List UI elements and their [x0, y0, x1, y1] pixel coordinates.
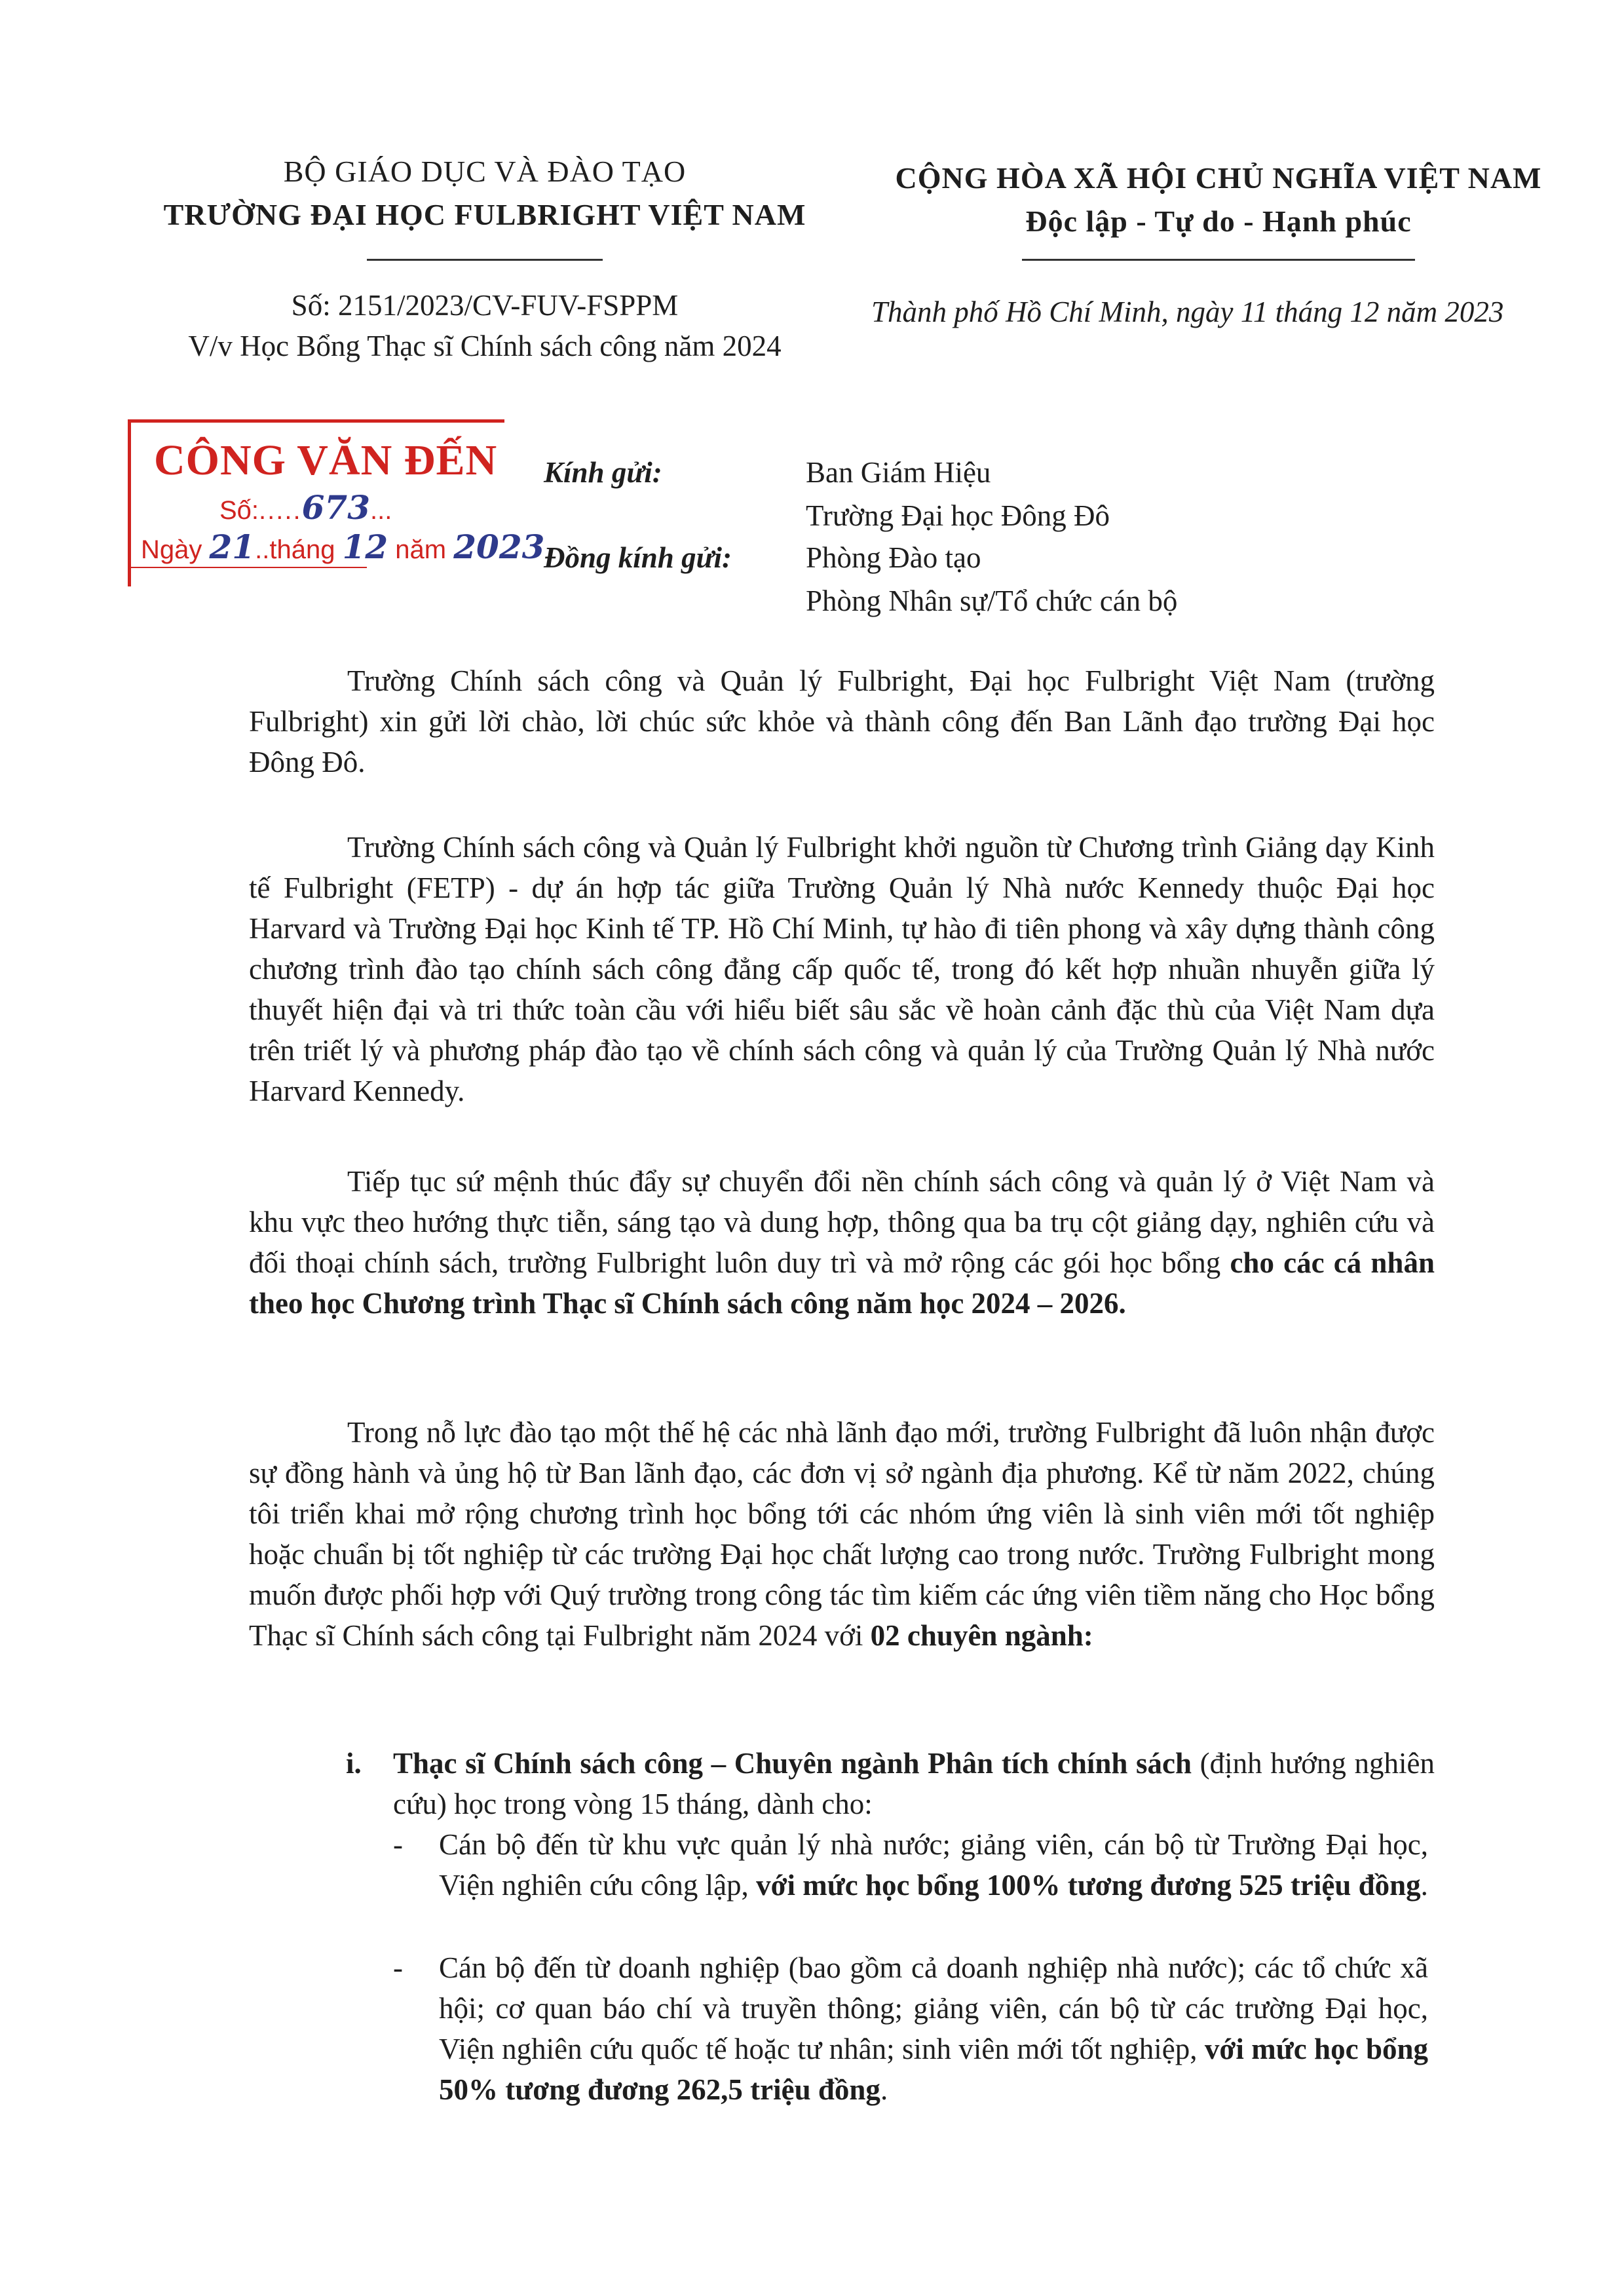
sub-item-1-end: .: [1420, 1869, 1428, 1902]
paragraph-cooperation-bold: 02 chuyên ngành:: [870, 1619, 1093, 1652]
document-subject: V/v Học Bổng Thạc sĩ Chính sách công năm 2024: [188, 330, 782, 362]
paragraph-mission-text: Tiếp tục sứ mệnh thúc đẩy sự chuyển đổi nền chính sách công và quản lý ở Việt Nam và khu vực theo hướng thực tiễn, sáng tạo và dung hợp, thông qua ba trụ cột giảng dạy, nghiên cứu và đối thoại chính sách, trường Fulbright luôn duy trì và mở rộng các gói học bổng: [249, 1165, 1435, 1279]
stamp-thang-value: 12: [342, 527, 388, 566]
paragraph-greeting: [249, 660, 1435, 782]
dong-kinh-gui-label: Đồng kính gửi:: [544, 541, 732, 574]
list-item-1: [393, 1743, 1435, 1824]
header-left-rule: [367, 259, 603, 261]
stamp-nam-value: 2023: [453, 527, 545, 566]
stamp-so-label: Số:: [219, 496, 259, 525]
list-item-1-text: (định hướng nghiên cứu) học trong vòng 15 tháng, dành cho:: [393, 1747, 1435, 1820]
sub-item-2-bold: với mức học bổng 50% tương đương 262,5 triệu đồng: [439, 2033, 1428, 2106]
ministry-name: BỘ GIÁO DỤC VÀ ĐÀO TẠO: [283, 155, 687, 188]
sub-item-2-end: .: [880, 2073, 888, 2106]
paragraph-cooperation-text: Trong nỗ lực đào tạo một thế hệ các nhà lãnh đạo mới, trường Fulbright đã luôn nhận được sự đồng hành và ủng hộ từ Ban lãnh đạo, các đơn vị sở ngành địa phương. Kể từ năm 2022, chúng tôi triển khai mở rộng chương trình học bổng tới các nhóm ứng viên là sinh viên mới tốt nghiệp hoặc chuẩn bị tốt nghiệp từ các trường Đại học chất lượng cao trong nước. Trường Fulbright mong muốn được phối hợp với Quý trường trong công tác tìm kiếm các ứng viên tiềm năng cho Học bổng Thạc sĩ Chính sách công tại Fulbright năm 2024 với: [249, 1416, 1435, 1652]
kinh-gui-label: Kính gửi:: [544, 456, 662, 489]
sub-item-1-text: Cán bộ đến từ khu vực quản lý nhà nước; giảng viên, cán bộ từ Trường Đại học, Viện nghiên cứu công lập,: [439, 1828, 1428, 1902]
paragraph-greeting-text: Trường Chính sách công và Quản lý Fulbright, Đại học Fulbright Việt Nam (trường Fulbright) xin gửi lời chào, lời chúc sức khỏe và thành công đến Ban Lãnh đạo trường Đại học Đông Đô.: [249, 664, 1435, 778]
stamp-ngay-value: 21: [209, 527, 255, 566]
list-item-1-title: Thạc sĩ Chính sách công – Chuyên ngành Phân tích chính sách: [393, 1747, 1192, 1780]
cc-recipient-1: Phòng Đào tạo: [806, 541, 981, 574]
place-date: Thành phố Hồ Chí Minh, ngày 11 tháng 12 năm 2023: [871, 296, 1504, 328]
sub-item-1-dash: -: [393, 1828, 403, 1861]
header-right-rule: [1022, 259, 1415, 261]
sub-item-2-dash: -: [393, 1951, 403, 1984]
republic-name: CỘNG HÒA XÃ HỘI CHỦ NGHĨA VIỆT NAM: [895, 161, 1542, 195]
stamp-so-value: 673: [301, 488, 370, 527]
sub-item-2: [439, 1947, 1428, 2110]
list-item-label: i.: [346, 1747, 362, 1780]
stamp-thang-label: tháng: [269, 535, 335, 564]
recipient-1: Ban Giám Hiệu: [806, 456, 991, 489]
sub-item-1-bold: với mức học bổng 100% tương đương 525 triệu đồng: [756, 1869, 1421, 1902]
paragraph-history: [249, 827, 1435, 1111]
document-number: Số: 2151/2023/CV-FUV-FSPPM: [291, 289, 679, 322]
university-name: TRƯỜNG ĐẠI HỌC FULBRIGHT VIỆT NAM: [163, 198, 806, 231]
paragraph-cooperation: [249, 1412, 1435, 1656]
incoming-document-stamp: [128, 419, 545, 586]
stamp-title: CÔNG VĂN ĐẾN: [154, 436, 498, 484]
paragraph-history-text: Trường Chính sách công và Quản lý Fulbright khởi nguồn từ Chương trình Giảng dạy Kinh tế Fulbright (FETP) - dự án hợp tác giữa Trường Quản lý Nhà nước Kennedy thuộc Đại học Harvard và Trường Đại học Kinh tế TP. Hồ Chí Minh, tự hào đi tiên phong và xây dựng thành công chương trình đào tạo chính sách công đẳng cấp quốc tế, trong đó kết hợp nhuần nhuyễn giữa lý thuyết hiện đại và tri thức toàn cầu với hiểu biết sâu sắc về hoàn cảnh đặc thù của Việt Nam dựa trên triết lý và phương pháp đào tạo về chính sách công và quản lý của Trường Quản lý Nhà nước Harvard Kennedy.: [249, 831, 1435, 1107]
paragraph-mission: [249, 1161, 1435, 1324]
cc-recipient-2: Phòng Nhân sự/Tổ chức cán bộ: [806, 584, 1178, 617]
stamp-nam-label: năm: [395, 535, 447, 564]
sub-item-2-text: Cán bộ đến từ doanh nghiệp (bao gồm cả doanh nghiệp nhà nước); các tổ chức xã hội; cơ quan báo chí và truyền thông; giảng viên, cán bộ từ các trường Đại học, Viện nghiên cứu quốc tế hoặc tư nhân; sinh viên mới tốt nghiệp,: [439, 1951, 1428, 2065]
sub-item-1: [439, 1824, 1428, 1905]
recipient-2: Trường Đại học Đông Đô: [806, 499, 1110, 532]
national-motto: Độc lập - Tự do - Hạnh phúc: [1025, 204, 1412, 238]
stamp-bottom-line: [131, 567, 367, 568]
paragraph-mission-bold: cho các cá nhân theo học Chương trình Thạc sĩ Chính sách công năm học 2024 – 2026.: [249, 1246, 1435, 1320]
stamp-number-line: Số:.....673...: [219, 488, 392, 527]
stamp-ngay-label: Ngày: [141, 535, 202, 564]
stamp-date-line: Ngày 21..tháng 12 năm 2023: [141, 527, 545, 566]
